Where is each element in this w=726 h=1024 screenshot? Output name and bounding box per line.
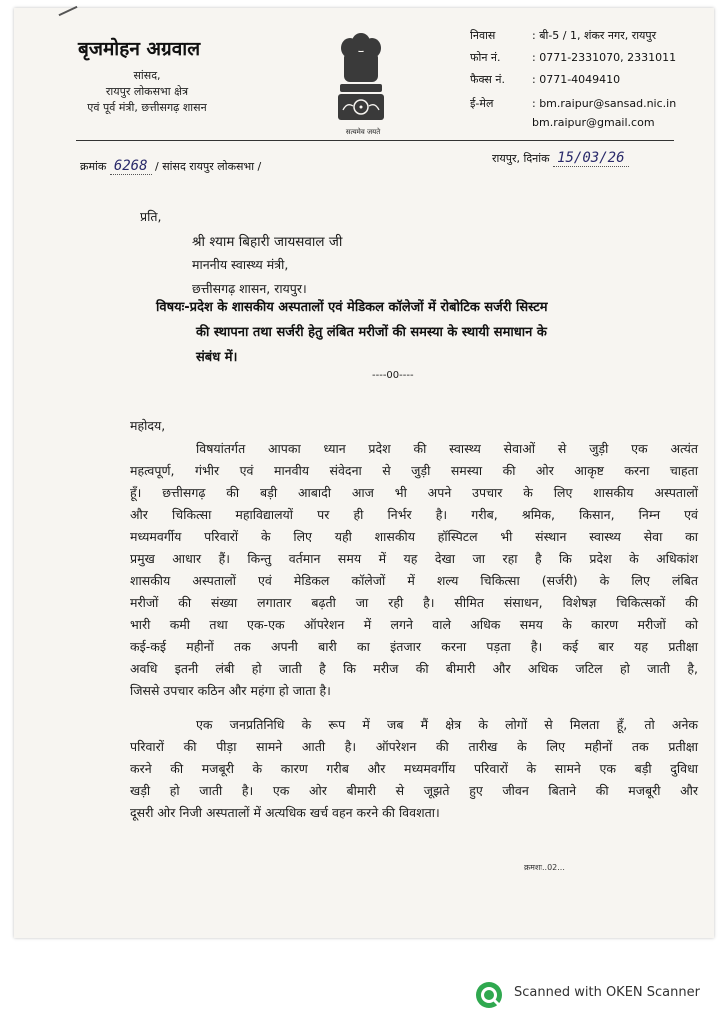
paragraph-1-line: मरीजों की संख्या लगातार बढ़ती जा रही है। सीमित संसाधन, विशेषज्ञ चिकित्सकों की	[130, 595, 698, 610]
email-label: ई-मेल	[470, 97, 494, 110]
sender-designation-3: एवं पूर्व मंत्री, छत्तीसगढ़ शासन	[87, 101, 207, 114]
recipient-office: छत्तीसगढ़ शासन, रायपुर।	[192, 281, 307, 296]
paragraph-2-line: एक जनप्रतिनिधि के रूप में जब मैं क्षेत्र के लोगों से मिलता हूँ, तो अनेक	[196, 717, 698, 732]
date-row	[492, 150, 629, 166]
sender-designation-1: सांसद,	[133, 69, 161, 82]
subject-line-2: की स्थापना तथा सर्जरी हेतु लंबित मरीजों की समस्या के स्थायी समाधान के	[196, 325, 547, 340]
subject-line-3: संबंध में।	[196, 350, 238, 365]
emblem-motto: सत्यमेव जयते	[345, 128, 381, 136]
date-label: रायपुर, दिनांक	[492, 152, 550, 165]
paragraph-1-line: भारी कमी तथा एक-एक ऑपरेशन में लगने वाले अधिक समय के कारण मरीजों को	[130, 617, 698, 632]
paragraph-1-line: हूँ। छत्तीसगढ़ की बड़ी आबादी आज भी अपने उपचार के लिए शासकीय अस्पतालों	[130, 485, 698, 500]
reference-number: 6268	[110, 158, 152, 175]
oken-scanner-logo-icon	[474, 980, 504, 1010]
separator: ----00----	[372, 370, 414, 381]
address-label: निवास	[470, 29, 496, 42]
paragraph-2-line: परिवारों की पीड़ा सामने आती है। ऑपरेशन की तारीख के लिए महीनों तक प्रतीक्षा	[130, 739, 698, 754]
paragraph-1-line: कई-कई महीनों तक अपनी बारी का इंतजार करना पड़ता है। कई बार यह प्रतीक्षा	[130, 639, 698, 654]
recipient-name: श्री श्याम बिहारी जायसवाल जी	[192, 234, 343, 250]
address-value: : बी-5 / 1, शंकर नगर, रायपुर	[532, 29, 657, 42]
paragraph-1-line: अवधि इतनी लंबी हो जाती है कि मरीज की बीमारी और अधिक जटिल हो जाती है,	[130, 661, 698, 676]
phone-label: फोन नं.	[470, 51, 501, 64]
phone-row	[470, 50, 676, 65]
email-value-2: bm.raipur@gmail.com	[532, 116, 655, 129]
salutation: महोदय,	[130, 418, 166, 433]
date-value: 15/03/26	[553, 150, 628, 167]
paragraph-1-line: विषयांतर्गत आपका ध्यान प्रदेश की स्वास्थ्य सेवाओं से जुड़ी एक अत्यंत	[196, 441, 698, 456]
paragraph-1-line: महत्वपूर्ण, गंभीर एवं मानवीय संवेदना से जुड़ी समस्या की ओर आकृष्ट करना चाहता	[130, 463, 698, 478]
paragraph-1-line: जिससे उपचार कठिन और महंगा हो जाता है।	[130, 683, 331, 698]
scanner-watermark-text: Scanned with OKEN Scanner	[514, 985, 700, 1000]
fax-label: फैक्स नं.	[470, 73, 505, 86]
sender-designation-2: रायपुर लोकसभा क्षेत्र	[105, 85, 189, 98]
national-emblem-icon	[330, 28, 392, 128]
phone-value: : 0771-2331070, 2331011	[532, 51, 677, 64]
reference-label: क्रमांक	[80, 160, 107, 173]
address-row	[470, 28, 656, 43]
paragraph-2-line: खड़ी हो जाती है। एक ओर बीमारी से जूझते हुए जीवन बिताने की मजबूरी और	[130, 783, 698, 798]
header-divider	[76, 140, 674, 141]
reference-row	[80, 158, 261, 174]
recipient-to: प्रति,	[140, 209, 162, 224]
page-continuation: क्रमशः..02...	[524, 863, 565, 872]
recipient-designation: माननीय स्वास्थ्य मंत्री,	[192, 257, 289, 272]
paragraph-2-line: दूसरी ओर निजी अस्पतालों में अत्यधिक खर्च वहन करने की विवशता।	[130, 805, 440, 820]
fax-row	[470, 72, 620, 87]
email-value-1: : bm.raipur@sansad.nic.in	[532, 97, 677, 110]
sender-name: बृजमोहन अग्रवाल	[78, 38, 201, 60]
paragraph-1-line: और चिकित्सा महाविद्यालयों पर ही निर्भर है। गरीब, श्रमिक, किसान, निम्न एवं	[130, 507, 698, 522]
paragraph-2-line: करने की मजबूरी के कारण गरीब और मध्यमवर्गीय परिवारों के सामने एक बड़ी दुविधा	[130, 761, 698, 776]
fax-value: : 0771-4049410	[532, 73, 621, 86]
paragraph-1-line: मध्यमवर्गीय परिवारों के लिए यही शासकीय हॉस्पिटल भी संस्थान स्वास्थ्य सेवा का	[130, 529, 698, 544]
paragraph-1-line: शासकीय अस्पतालों एवं मेडिकल कॉलेजों में शल्य चिकित्सा (सर्जरी) के लिए लंबित	[130, 573, 698, 588]
paragraph-1-line: प्रमुख आधार हैं। किन्तु वर्तमान समय में यह देखा जा रहा है कि प्रदेश के अधिकांश	[130, 551, 698, 566]
subject-line-1: विषयः-प्रदेश के शासकीय अस्पतालों एवं मेडिकल कॉलेजों में रोबोटिक सर्जरी सिस्टम	[156, 300, 548, 315]
reference-suffix: / सांसद रायपुर लोकसभा /	[155, 160, 262, 173]
email-row	[470, 96, 676, 111]
